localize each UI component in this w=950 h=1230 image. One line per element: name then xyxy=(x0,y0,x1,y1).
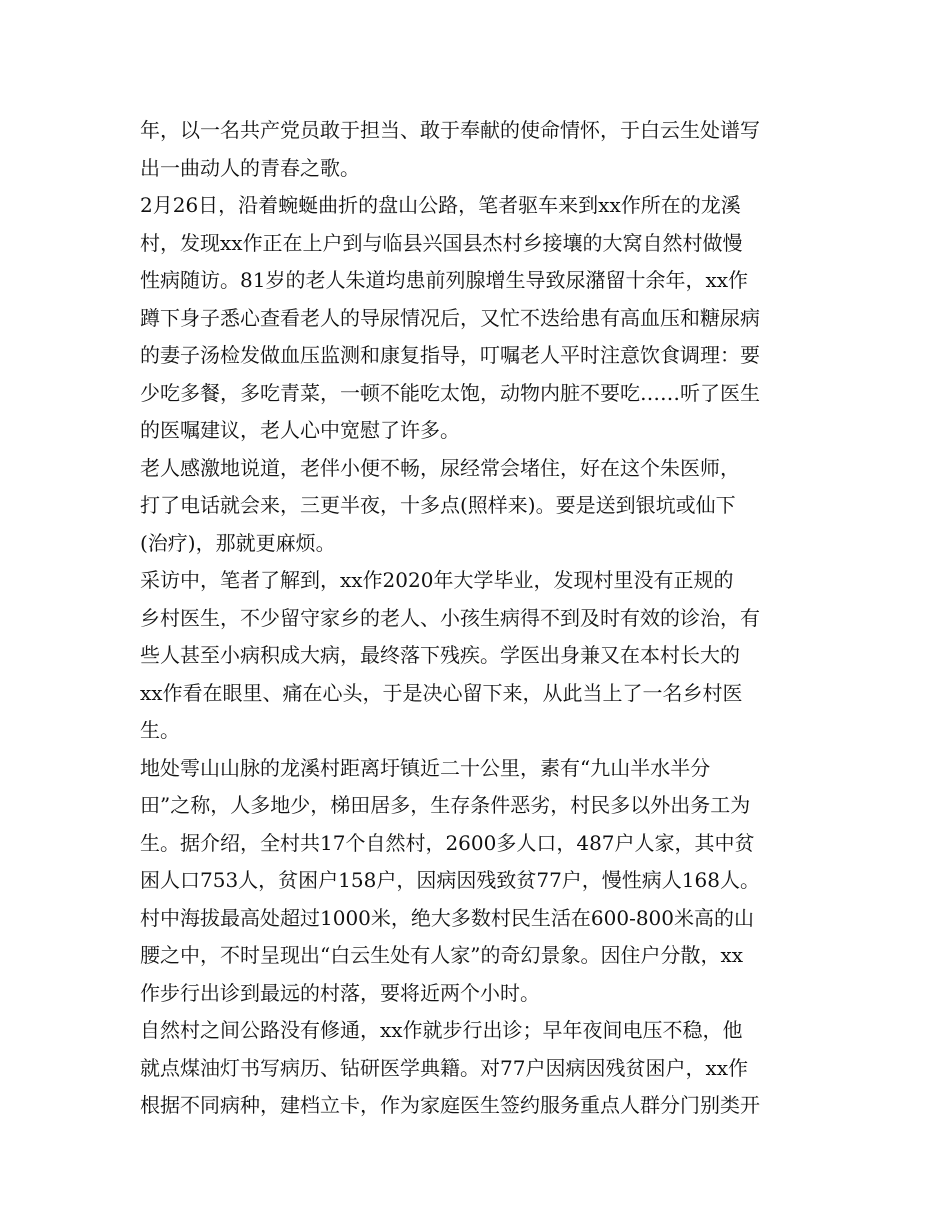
text-line: 打了电话就会来，三更半夜，十多点(照样来)。要是送到银坑或仙下 xyxy=(140,493,736,517)
text-line: 2月26日，沿着蜿蜒曲折的盘山公路，笔者驱车来到xx作所在的龙溪 xyxy=(140,193,741,217)
text-line: 生。据介绍，全村共17个自然村，2600多人口，487户人家，其中贫 xyxy=(140,830,755,855)
text-line: 的医嘱建议，老人心中宽慰了许多。 xyxy=(140,418,460,442)
text-line: 生。 xyxy=(140,718,180,742)
paragraph xyxy=(140,450,830,563)
paragraph xyxy=(140,187,830,450)
text-line: 地处雩山山脉的龙溪村距离圩镇近二十公里，素有“九山半水半分 xyxy=(140,755,711,780)
paragraph xyxy=(140,562,830,750)
text-line: 蹲下身子悉心查看老人的导尿情况后，又忙不迭给患有高血压和糖尿病 xyxy=(140,305,760,330)
text-line: 村中海拔最高处超过1000米，绝大多数村民生活在600-800米高的山 xyxy=(140,905,755,930)
text-line: 少吃多餐，多吃青菜，一顿不能吃太饱，动物内脏不要吃……听了医生 xyxy=(140,380,760,405)
text-line: 腰之中，不时呈现出“白云生处有人家”的奇幻景象。因住户分散，xx xyxy=(140,943,744,967)
text-line: 采访中，笔者了解到，xx作2020年大学毕业，发现村里没有正规的 xyxy=(140,568,734,592)
text-line: 乡村医生，不少留守家乡的老人、小孩生病得不到及时有效的诊治，有 xyxy=(140,605,760,630)
text-line: 根据不同病种，建档立卡，作为家庭医生签约服务重点人群分门别类开 xyxy=(140,1093,760,1117)
paragraph xyxy=(140,750,830,1013)
text-line: 些人甚至小病积成大病，最终落下残疾。学医出身兼又在本村长大的 xyxy=(140,643,740,667)
text-line: 出一曲动人的青春之歌。 xyxy=(140,155,360,180)
text-line: xx作看在眼里、痛在心头，于是决心留下来，从此当上了一名乡村医 xyxy=(140,680,743,705)
text-line: 就点煤油灯书写病历、钻研医学典籍。对77户因病因残贫困户，xx作 xyxy=(140,1055,749,1080)
text-line: 老人感激地说道，老伴小便不畅，尿经常会堵住，好在这个朱医师， xyxy=(140,455,740,480)
text-line: 自然村之间公路没有修通，xx作就步行出诊；早年夜间电压不稳，他 xyxy=(140,1018,743,1042)
text-line: (治疗)，那就更麻烦。 xyxy=(140,530,336,555)
paragraph xyxy=(140,1012,830,1125)
paragraph xyxy=(140,112,830,187)
text-line: 作步行出诊到最远的村落，要将近两个小时。 xyxy=(140,980,540,1005)
text-line: 的妻子汤检发做血压监测和康复指导，叮嘱老人平时注意饮食调理：要 xyxy=(140,343,760,367)
text-line: 困人口753人，贫困户158户，因病因残致贫77户，慢性病人168人。 xyxy=(140,868,760,892)
document-body xyxy=(140,112,830,1125)
text-line: 田”之称，人多地少，梯田居多，生存条件恶劣，村民多以外出务工为 xyxy=(140,793,751,817)
text-line: 村，发现xx作正在上户到与临县兴国县杰村乡接壤的大窝自然村做慢 xyxy=(140,230,743,255)
text-line: 性病随访。81岁的老人朱道均患前列腺增生导致尿潴留十余年，xx作 xyxy=(140,268,749,292)
text-line: 年，以一名共产党员敢于担当、敢于奉献的使命情怀，于白云生处谱写 xyxy=(140,118,760,142)
